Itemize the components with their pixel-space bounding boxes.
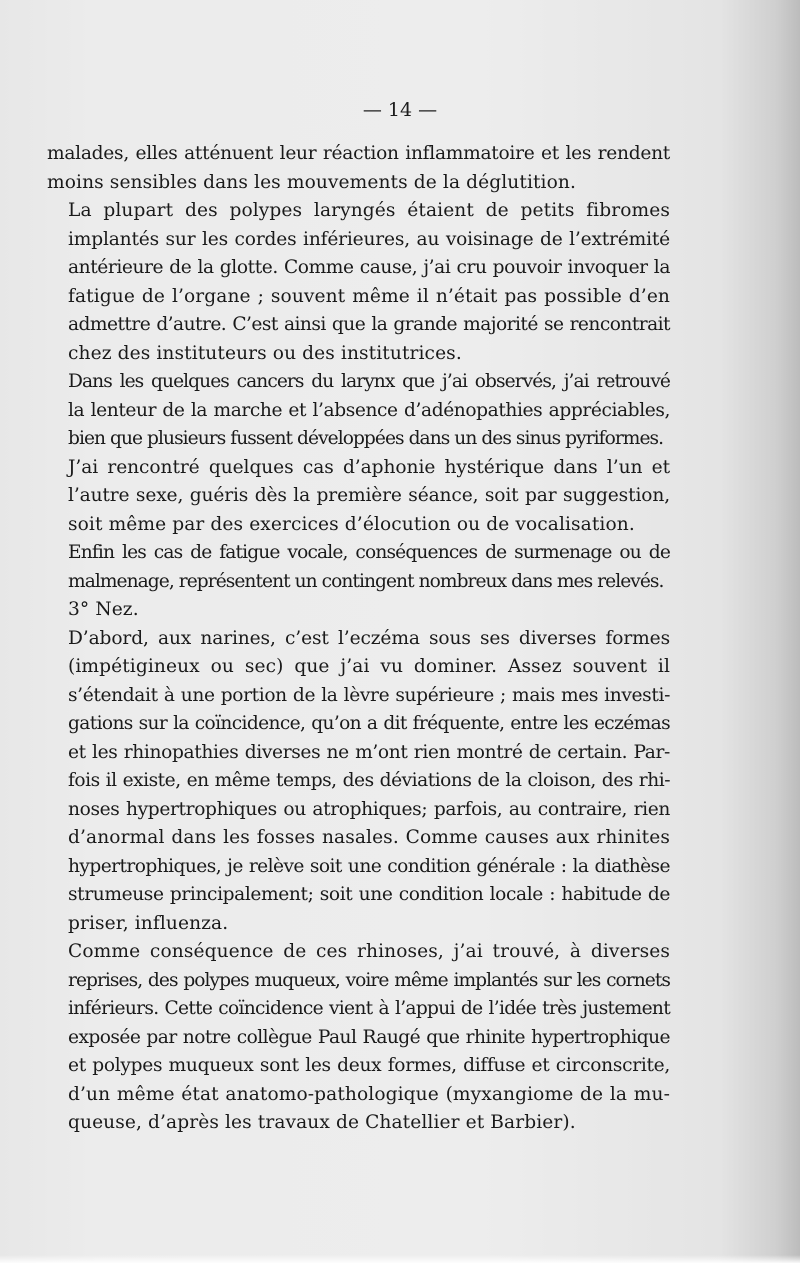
text-line: antérieure de la glotte. Comme cause, j’ai cru pouvoir invoquer la [68,257,670,278]
text-line: et polypes muqueux sont les deux formes, diffuse et circonscrite, [68,1055,670,1076]
text-line: reprises, des polypes muqueux, voire même implantés sur les cornets [68,969,670,991]
text-line: malmenage, représentent un contingent nombreux dans mes relevés. [68,570,664,592]
text-line: Enfin les cas de fatigue vocale, conséquences de surmenage ou de [68,542,670,563]
text-line: moins sensibles dans les mouvements de la déglutition. [47,171,576,193]
text-line: fois il existe, en même temps, des déviations de la cloison, des rhi- [68,770,670,791]
text-line: hypertrophiques, je relève soit une condition générale : la diathèse [68,855,670,877]
text-line: d’un même état anatomo-pathologique (myxangiome de la mu- [68,1083,670,1105]
paragraph-5 [47,539,670,596]
text-line: exposée par notre collègue Paul Raugé que rhinite hypertrophique [68,1026,670,1048]
page-bottom-edge [0,1255,800,1263]
text-line: l’autre sexe, guéris dès la première séance, soit par suggestion, [68,485,670,506]
text-line: Dans les quelques cancers du larynx que j’ai observés, j’ai retrouvé [68,371,670,392]
text-line: (impétigineux ou sec) que j’ai vu dominer. Assez souvent il [68,656,670,677]
text-line: malades, elles atténuent leur réaction inflammatoire et les rendent [47,143,670,164]
text-line: chez des instituteurs ou des institutrices. [68,342,462,364]
text-line: gations sur la coïncidence, qu’on a dit fréquente, entre les eczémas [68,713,670,734]
text-line: strumeuse principalement; soit une condition locale : habitude de [68,884,670,905]
paragraph-2 [47,197,670,368]
text-line: D’abord, aux narines, c’est l’eczéma sous ses diverses formes [68,627,670,649]
text-line: et les rhinopathies diverses ne m’ont rien montré de certain. Par- [68,741,670,763]
text-line: bien que plusieurs fussent développées dans un des sinus pyriformes. [68,428,664,449]
section-heading-text: 3° Nez. [68,599,139,620]
paragraph-7 [47,625,670,939]
text-line: priser, influenza. [68,912,229,934]
text-line: fatigue de l’organe ; souvent même il n’était pas possible d’en [68,285,670,307]
text-line: implantés sur les cordes inférieures, au voisinage de l’extrémité [68,228,670,250]
text-line: La plupart des polypes laryngés étaient de petits fibromes [68,200,670,221]
section-heading [47,596,670,625]
text-line: queuse, d’après les travaux de Chatellier et Barbier). [68,1112,576,1133]
paragraph-1 [47,140,670,197]
paragraph-3 [47,368,670,454]
page-number: — 14 — [362,99,438,121]
paragraph-4 [47,454,670,540]
text-line: la lenteur de la marche et l’absence d’adénopathies appréciables, [68,399,670,421]
text-line: inférieurs. Cette coïncidence vient à l’appui de l’idée très justement [68,998,670,1019]
text-line: Comme conséquence de ces rhinoses, j’ai trouvé, à diverses [68,941,670,962]
text-line: admettre d’autre. C’est ainsi que la grande majorité se rencontrait [68,314,670,335]
text-line: d’anormal dans les fosses nasales. Comme causes aux rhinites [68,827,670,848]
text-line: noses hypertrophiques ou atrophiques; parfois, au contraire, rien [68,798,670,820]
paragraph-8 [47,938,670,1138]
body-text [47,140,670,1138]
text-line: soit même par des exercices d’élocution ou de vocalisation. [68,513,635,535]
text-line: J’ai rencontré quelques cas d’aphonie hystérique dans l’un et [68,456,670,478]
text-line: s’étendait à une portion de la lèvre supérieure ; mais mes investi- [68,684,670,706]
